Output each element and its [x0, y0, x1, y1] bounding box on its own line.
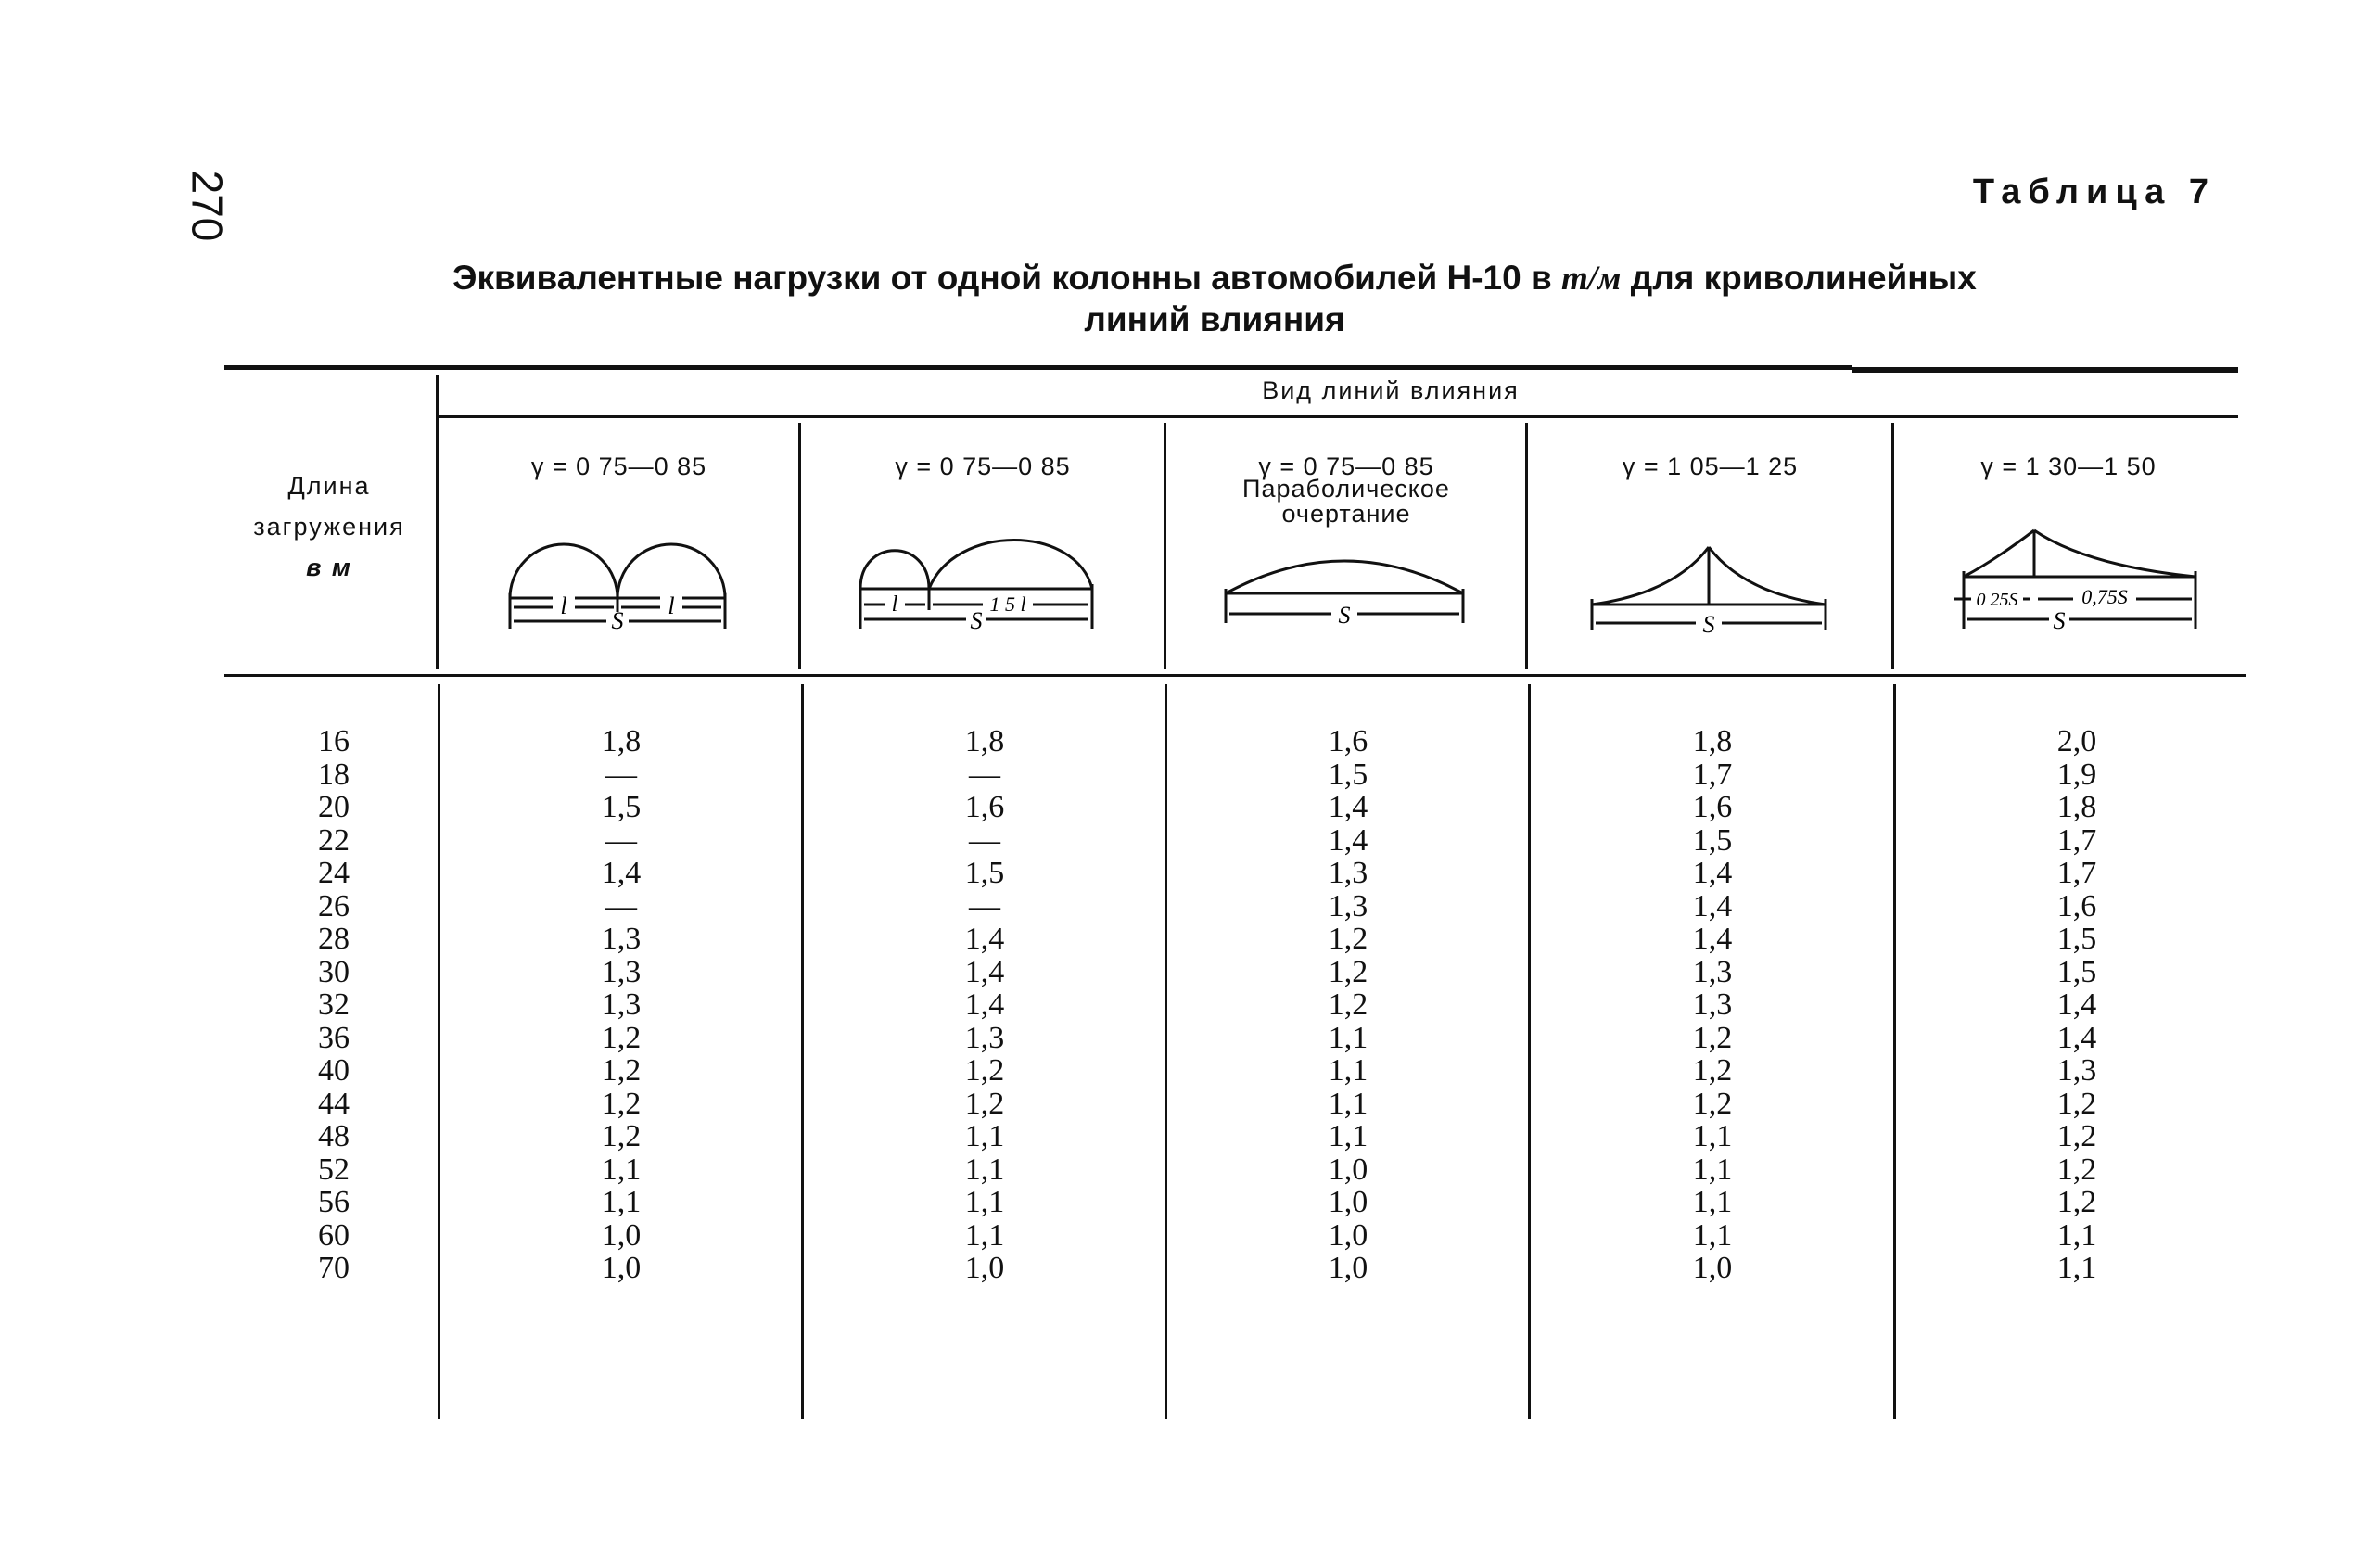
dim-s-label: S	[1702, 611, 1715, 638]
sketch-two-equal-arcs	[491, 519, 760, 630]
dim-s-label: S	[1338, 602, 1351, 629]
length-cell: 48	[318, 1119, 350, 1153]
length-cell: 56	[318, 1185, 350, 1219]
page-number: 270	[183, 170, 232, 242]
arc-right	[617, 544, 725, 598]
value-cell: 1,5	[601, 790, 642, 824]
value-cell: 1,4	[964, 987, 1005, 1022]
value-cell: 1,3	[1328, 856, 1368, 890]
values-column-4	[1657, 725, 1768, 1285]
length-header-line1: Длина	[287, 472, 371, 500]
value-cell: 1,3	[601, 987, 642, 1022]
value-cell: 1,2	[2056, 1119, 2097, 1153]
value-cell: 1,1	[964, 1185, 1005, 1219]
value-cell: 1,2	[1692, 1053, 1733, 1088]
body-vline-3	[1165, 684, 1167, 1419]
value-cell: 1,0	[601, 1217, 642, 1253]
length-cell: 52	[318, 1152, 350, 1187]
length-cell: 16	[318, 724, 350, 758]
cusp-long	[2034, 530, 2195, 577]
length-header	[232, 465, 426, 588]
header-vline-5	[1891, 423, 1894, 669]
value-cell: 1,2	[1328, 987, 1368, 1022]
value-cell: —	[969, 757, 1000, 792]
length-cell: 26	[318, 888, 350, 923]
value-cell: 1,2	[601, 1020, 642, 1055]
value-cell: 1,5	[1692, 822, 1733, 858]
value-cell: 1,7	[1692, 757, 1733, 792]
sketch-symmetric-cusp	[1572, 538, 1850, 640]
value-cell: 1,1	[964, 1119, 1005, 1153]
value-cell: 1,0	[1692, 1251, 1733, 1285]
arc-small	[860, 551, 929, 589]
value-cell: 1,4	[1328, 790, 1368, 824]
value-cell: 1,8	[1692, 724, 1733, 758]
dim-l-right-label: l	[668, 592, 675, 619]
length-cell: 20	[318, 790, 350, 824]
dim-075s-label: 0,75S	[2081, 585, 2128, 608]
sketch-parabola	[1205, 538, 1483, 630]
values-column-1	[566, 725, 677, 1285]
value-cell: 1,1	[964, 1217, 1005, 1253]
values-column-2	[929, 725, 1040, 1285]
dim-s-label: S	[2053, 607, 2066, 634]
value-cell: 1,1	[964, 1152, 1005, 1187]
value-cell: —	[969, 822, 1000, 858]
values-column-5	[2021, 725, 2132, 1285]
value-cell: 1,0	[1328, 1185, 1368, 1219]
value-cell: 1,4	[1692, 856, 1733, 890]
value-cell: 1,2	[2056, 1185, 2097, 1219]
length-cell: 36	[318, 1020, 350, 1055]
header-vline-2	[798, 423, 801, 669]
value-cell: 1,1	[1328, 1020, 1368, 1055]
header-vline-1	[436, 375, 439, 669]
value-cell: 1,4	[601, 856, 642, 890]
header-bottom-rule	[224, 674, 2246, 677]
table-label: Таблица 7	[1972, 172, 2216, 211]
length-header-line3: в м	[306, 554, 352, 581]
dim-s-label: S	[611, 607, 624, 630]
top-rule-right	[1852, 367, 2238, 373]
value-cell: 1,2	[964, 1053, 1005, 1088]
title-line1-post: для криволинейных	[1621, 259, 1977, 297]
length-column	[278, 725, 389, 1285]
value-cell: 1,3	[1692, 987, 1733, 1022]
value-cell: 1,1	[1328, 1086, 1368, 1121]
value-cell: 1,2	[964, 1086, 1005, 1121]
body-vline-4	[1528, 684, 1531, 1419]
parabola-curve	[1226, 561, 1463, 593]
value-cell: 1,1	[1692, 1185, 1733, 1219]
arc-left	[510, 544, 617, 598]
value-cell: —	[605, 822, 637, 858]
arc-large	[929, 541, 1092, 590]
value-cell: 1,2	[601, 1086, 642, 1121]
value-cell: 1,0	[601, 1251, 642, 1285]
length-header-line2: загружения	[253, 513, 405, 541]
value-cell: 1,6	[2056, 888, 2097, 923]
value-cell: —	[969, 888, 1000, 923]
value-cell: 1,7	[2056, 822, 2097, 858]
col3-note: Параболическое очертание	[1242, 475, 1450, 528]
col4-gamma: γ = 1 05—1 25	[1622, 452, 1799, 480]
cusp-right	[1709, 547, 1826, 605]
top-rule-left	[224, 365, 1852, 370]
group-header: Вид линий влияния	[1262, 376, 1520, 404]
value-cell: 1,2	[601, 1053, 642, 1088]
value-cell: —	[605, 757, 637, 792]
value-cell: 1,7	[2056, 856, 2097, 890]
value-cell: 1,3	[964, 1020, 1005, 1055]
value-cell: 1,2	[1692, 1086, 1733, 1121]
value-cell: 1,1	[1692, 1152, 1733, 1187]
value-cell: 2,0	[2056, 724, 2097, 758]
value-cell: 1,2	[1328, 922, 1368, 956]
cusp-left	[1592, 547, 1709, 605]
length-cell: 24	[318, 856, 350, 890]
body-vline-5	[1893, 684, 1896, 1419]
value-cell: 1,6	[1692, 790, 1733, 824]
value-cell: 1,0	[1328, 1217, 1368, 1253]
value-cell: 1,1	[1328, 1053, 1368, 1088]
dim-l-label: l	[891, 592, 898, 617]
value-cell: 1,3	[1692, 954, 1733, 989]
value-cell: 1,3	[1328, 888, 1368, 923]
value-cell: 1,8	[601, 724, 642, 758]
col2-gamma: γ = 0 75—0 85	[895, 452, 1071, 480]
value-cell: 1,1	[601, 1152, 642, 1187]
col3-gamma: γ = 0 75—0 85	[1258, 452, 1434, 480]
value-cell: 1,4	[1692, 888, 1733, 923]
value-cell: 1,4	[2056, 987, 2097, 1022]
value-cell: 1,4	[964, 954, 1005, 989]
value-cell: 1,2	[601, 1119, 642, 1153]
value-cell: 1,6	[964, 790, 1005, 824]
value-cell: 1,4	[1328, 822, 1368, 858]
length-cell: 60	[318, 1217, 350, 1253]
value-cell: 1,1	[1328, 1119, 1368, 1153]
length-cell: 40	[318, 1053, 350, 1088]
value-cell: 1,1	[2056, 1217, 2097, 1253]
body-vline-2	[801, 684, 804, 1419]
length-cell: 32	[318, 987, 350, 1022]
sketch-small-large-arcs	[844, 519, 1122, 630]
dim-15l-label: 1 5 l	[989, 592, 1026, 616]
value-cell: 1,6	[1328, 724, 1368, 758]
value-cell: 1,0	[964, 1251, 1005, 1285]
value-cell: 1,0	[1328, 1152, 1368, 1187]
length-cell: 44	[318, 1086, 350, 1121]
value-cell: —	[605, 888, 637, 923]
value-cell: 1,8	[2056, 790, 2097, 824]
value-cell: 1,1	[1692, 1119, 1733, 1153]
group-rule	[438, 415, 2238, 418]
length-cell: 30	[318, 954, 350, 989]
value-cell: 1,3	[2056, 1053, 2097, 1088]
value-cell: 1,8	[964, 724, 1005, 758]
sketch-asymmetric-cusp	[1947, 519, 2216, 640]
values-column-3	[1292, 725, 1404, 1285]
value-cell: 1,3	[601, 922, 642, 956]
cusp-short	[1964, 530, 2034, 577]
dim-025s-label: 0 25S	[1976, 590, 2018, 610]
body-vline-1	[438, 684, 440, 1419]
value-cell: 1,2	[2056, 1086, 2097, 1121]
value-cell: 1,2	[1692, 1020, 1733, 1055]
title-line2: линий влияния	[1084, 300, 1345, 338]
dim-s-label: S	[970, 607, 983, 630]
header-vline-4	[1525, 423, 1528, 669]
value-cell: 1,1	[1692, 1217, 1733, 1253]
value-cell: 1,4	[964, 922, 1005, 956]
col5-gamma: γ = 1 30—1 50	[1980, 452, 2157, 480]
value-cell: 1,9	[2056, 757, 2097, 792]
table-title	[426, 258, 2003, 340]
value-cell: 1,2	[1328, 954, 1368, 989]
value-cell: 1,4	[2056, 1020, 2097, 1055]
value-cell: 1,5	[2056, 954, 2097, 989]
length-cell: 28	[318, 922, 350, 956]
length-cell: 22	[318, 822, 350, 858]
value-cell: 1,1	[601, 1185, 642, 1219]
header-vline-3	[1164, 423, 1166, 669]
dim-l-left-label: l	[560, 592, 567, 619]
value-cell: 1,5	[1328, 757, 1368, 792]
value-cell: 1,3	[601, 954, 642, 989]
col1-gamma: γ = 0 75—0 85	[530, 452, 707, 480]
value-cell: 1,5	[964, 856, 1005, 890]
value-cell: 1,1	[2056, 1251, 2097, 1285]
value-cell: 1,5	[2056, 922, 2097, 956]
title-unit: т/м	[1561, 260, 1622, 298]
title-line1-pre: Эквивалентные нагрузки от одной колонны автомобилей Н-10 в	[452, 259, 1562, 297]
value-cell: 1,0	[1328, 1251, 1368, 1285]
value-cell: 1,2	[2056, 1152, 2097, 1187]
length-cell: 18	[318, 757, 350, 792]
value-cell: 1,4	[1692, 922, 1733, 956]
length-cell: 70	[318, 1251, 350, 1285]
